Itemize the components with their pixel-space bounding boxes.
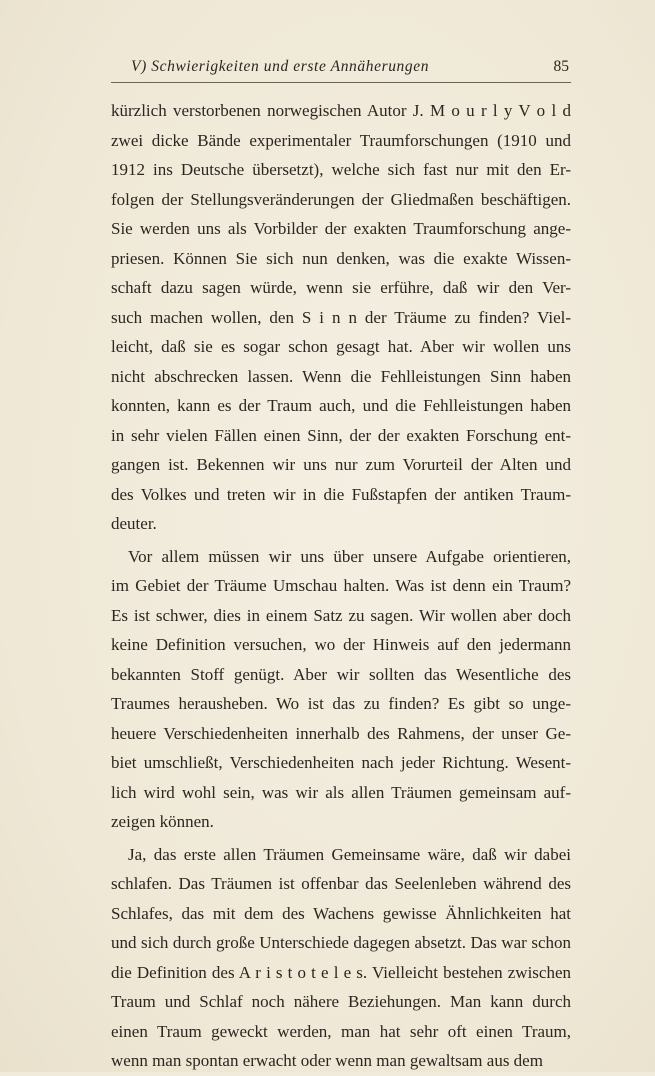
text-line: schlafen. Das Träumen ist offenbar das Seelenleben während des: [111, 874, 571, 893]
text-line: folgen der Stellungsveränderungen der Gliedmaßen beschäftigen.: [111, 189, 571, 209]
text-line: zwei dicke Bände experimentaler Traumforschungen (1910 und: [111, 130, 571, 150]
text-line: Schlafes, das mit dem des Wachens gewisse Ähnlichkeiten hat: [111, 903, 571, 923]
text-line: such machen wollen, den S i n n der Träume zu finden? Viel-: [111, 307, 571, 327]
text-line: Traumes herausheben. Wo ist das zu finden? Es gibt so unge-: [111, 694, 571, 713]
text-line: 1912 ins Deutsche übersetzt), welche sich fast nur mit den Er-: [111, 160, 571, 179]
text-line: wenn man spontan erwacht oder wenn man gewaltsam aus dem: [111, 1051, 543, 1070]
text-line: priesen. Können Sie sich nun denken, was die exakte Wissen-: [111, 248, 571, 268]
text-line: gangen ist. Bekennen wir uns nur zum Vorurteil der Alten und: [111, 455, 571, 474]
text-line: lich wird wohl sein, was wir als allen Träumen gemeinsam auf-: [111, 782, 571, 802]
text-line: nicht abschrecken lassen. Wenn die Fehlleistungen Sinn haben: [111, 366, 571, 386]
paragraph: [111, 542, 571, 837]
text-line: einen Traum geweckt werden, man hat sehr oft einen Traum,: [111, 1021, 571, 1041]
text-line: schaft dazu sagen würde, wenn sie erführe, daß wir den Ver-: [111, 278, 571, 297]
text-line: im Gebiet der Träume Umschau halten. Was ist denn ein Traum?: [111, 576, 571, 595]
page-header: [111, 56, 571, 83]
text-line: und sich durch große Unterschiede dagegen absetzt. Das war schon: [111, 933, 571, 952]
text-line: keine Definition versuchen, wo der Hinweis auf den jedermann: [111, 635, 571, 654]
text-line: Ja, das erste allen Träumen Gemeinsame wäre, daß wir dabei: [128, 844, 571, 864]
text-line: leicht, daß sie es sogar schon gesagt hat. Aber wir wollen uns: [111, 337, 571, 356]
page-number: 85: [553, 58, 569, 75]
text-line: Vor allem müssen wir uns über unsere Aufgabe orientieren,: [128, 546, 571, 566]
paragraph: [111, 840, 571, 1076]
body-text: [111, 96, 571, 1076]
text-line: Sie werden uns als Vorbilder der exakten Traumforschung ange-: [111, 219, 571, 238]
text-line: heuere Verschiedenheiten innerhalb des Rahmens, der unser Ge-: [111, 723, 571, 743]
text-line: kürzlich verstorbenen norwegischen Autor J. M o u r l y V o l d: [111, 101, 571, 120]
text-line: konnten, kann es der Traum auch, und die Fehlleistungen haben: [111, 396, 571, 415]
running-head: V) Schwierigkeiten und erste Annäherungen: [131, 58, 430, 75]
text-line: Es ist schwer, dies in einem Satz zu sagen. Wir wollen aber doch: [111, 605, 571, 625]
text-line: zeigen können.: [111, 812, 214, 831]
text-line: deuter.: [111, 514, 157, 533]
text-line: die Definition des A r i s t o t e l e s. Vielleicht bestehen zwischen: [111, 962, 571, 982]
text-line: in sehr vielen Fällen einen Sinn, der der exakten Forschung ent-: [111, 425, 571, 445]
text-line: bekannten Stoff genügt. Aber wir sollten das Wesentliche des: [111, 664, 571, 684]
text-line: Traum und Schlaf noch nähere Beziehungen. Man kann durch: [111, 992, 571, 1011]
text-line: biet umschließt, Verschiedenheiten nach jeder Richtung. Wesent-: [111, 753, 571, 772]
paragraph: [111, 96, 571, 539]
text-line: des Volkes und treten wir in die Fußstapfen der antiken Traum-: [111, 484, 571, 504]
